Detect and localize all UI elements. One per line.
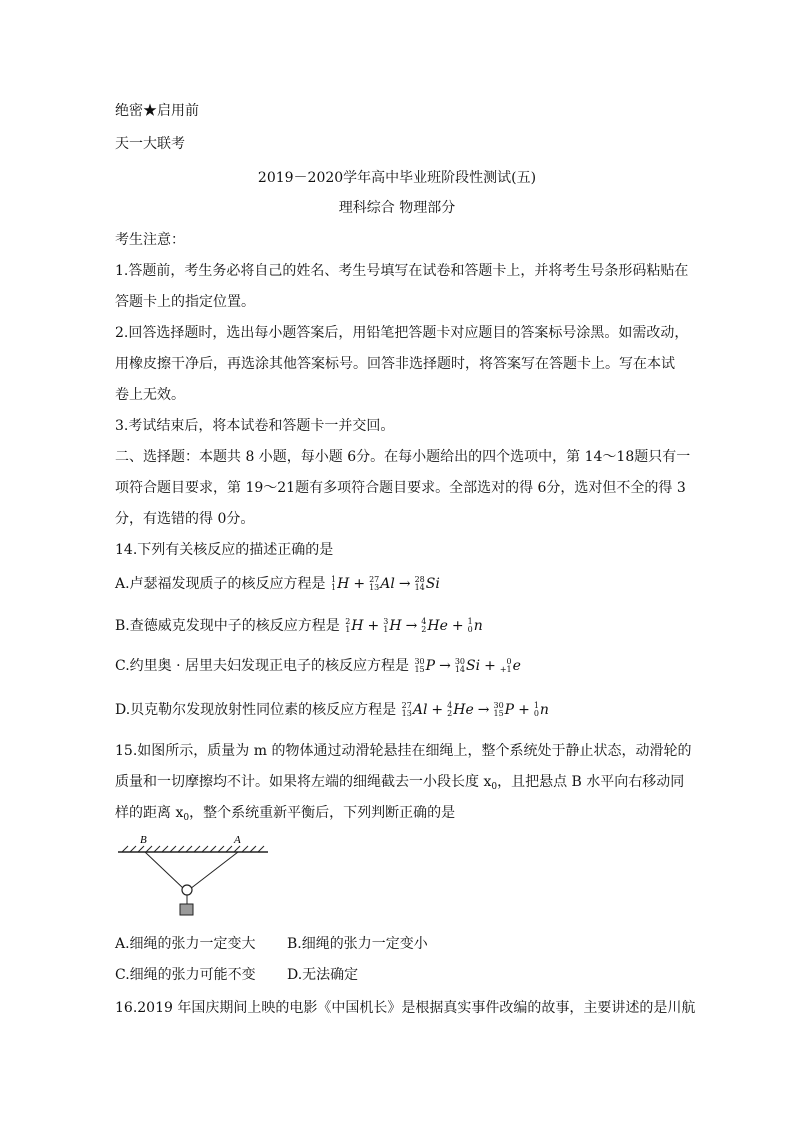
- q16-line-1: 16.2019 年国庆期间上映的电影《中国机长》是根据真实事件改编的故事，主要讲述的是川航: [115, 1000, 696, 1016]
- pulley-wheel: [182, 885, 192, 895]
- note-1b: 答题卡上的指定位置。: [115, 294, 255, 310]
- hanging-mass: [180, 904, 193, 915]
- q15-option-b: B.细绳的张力一定变小: [287, 936, 428, 952]
- q14-option-b: [115, 616, 484, 636]
- q14-option-d-text: D.贝克勒尔发现放射性同位素的核反应方程是: [115, 702, 397, 718]
- q14-option-c-text: C.约里奥 · 居里夫妇发现正电子的核反应方程是: [115, 658, 410, 674]
- q15-line-2: 质量和一切摩擦均不计。如果将左端的细绳截去一小段长度 $x_0$，且把悬点 B 水平向右移动同: [115, 774, 685, 792]
- pulley-figure: [118, 833, 268, 897]
- q15-option-c: C.细绳的张力可能不变: [115, 967, 256, 983]
- q14-option-d: [115, 700, 550, 720]
- q14-option-d-formula: 27 13 Al + 4 2 He → 30 15 P + 1 0 n: [401, 701, 549, 718]
- point-b-label: B: [140, 834, 147, 846]
- exam-subtitle: 理科综合 物理部分: [338, 200, 456, 216]
- note-2a: 2.回答选择题时，选出每小题答案后，用铅笔把答题卡对应题目的答案标号涂黑。如需改动，: [115, 325, 689, 341]
- q14-stem: 14.下列有关核反应的描述正确的是: [115, 542, 334, 558]
- section-line-2: 项符合题目要求，第 19～21题有多项符合题目要求。全部选对的得 6分，选对但不全的得 3: [115, 480, 686, 496]
- q15-options-row-1: [115, 934, 428, 954]
- q14-option-a-text: A.卢瑟福发现质子的核反应方程是: [115, 576, 326, 592]
- q14-option-c: [115, 656, 522, 676]
- q15-options-row-2: [115, 965, 358, 985]
- q15-line-3: 样的距离 $x_0$，整个系统重新平衡后，下列判断正确的是: [115, 805, 456, 823]
- section-line-3: 分，有选错的得 0分。: [115, 511, 255, 527]
- note-2b: 用橡皮擦干净后，再选涂其他答案标号。回答非选择题时，将答案写在答题卡上。写在本试: [115, 356, 675, 372]
- note-3: 3.考试结束后，将本试卷和答题卡一并交回。: [115, 418, 395, 434]
- note-2c: 卷上无效。: [115, 387, 185, 403]
- section-line-1: 二、选择题：本题共 8 小题，每小题 6分。在每小题给出的四个选项中，第 14～18题只有一: [115, 449, 691, 465]
- q14-option-b-text: B.查德威克发现中子的核反应方程是: [115, 618, 340, 634]
- q14-option-a: [115, 574, 441, 594]
- point-a-label: A: [234, 834, 241, 846]
- q14-option-b-formula: 2 1 H + 3 1 H → 4 2 He + 1 0 n: [345, 617, 483, 634]
- notes-heading: 考生注意：: [115, 232, 185, 248]
- q14-option-a-formula: 1 1 H + 27 13 Al → 28 14 Si: [331, 575, 440, 592]
- exam-title: 2019－2020学年高中毕业班阶段性测试(五): [257, 170, 537, 186]
- q15-option-a: A.细绳的张力一定变大: [115, 936, 256, 952]
- note-1a: 1.答题前，考生务必将自己的姓名、考生号填写在试卷和答题卡上，并将考生号条形码粘贴在: [115, 263, 689, 279]
- secret-label: 绝密★启用前: [115, 103, 199, 119]
- q15-option-d: D.无法确定: [287, 967, 359, 983]
- org-label: 天一大联考: [115, 136, 185, 152]
- pulley-diagram: [118, 833, 268, 893]
- q14-option-c-formula: 30 15 P → 30 14 Si + 0 +1 e: [414, 657, 521, 674]
- q15-line-1: 15.如图所示，质量为 m 的物体通过动滑轮悬挂在细绳上，整个系统处于静止状态，动滑轮的: [115, 743, 692, 759]
